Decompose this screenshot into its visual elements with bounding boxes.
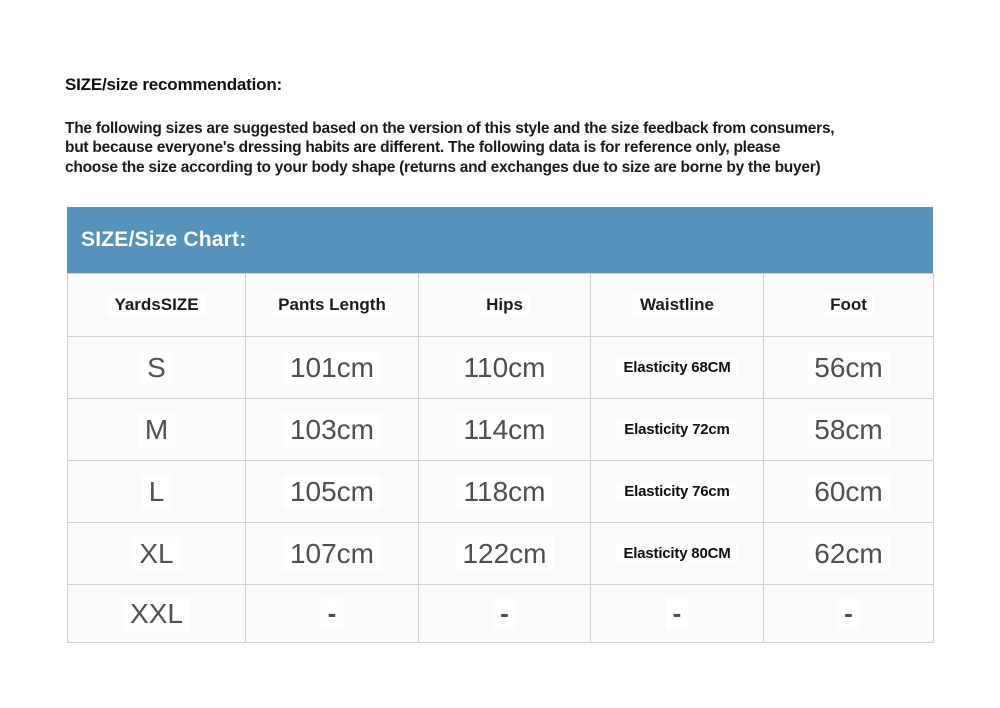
table-row-xl <box>68 523 934 585</box>
cell-hips: - <box>419 585 591 643</box>
cell-hips: 122cm <box>419 523 591 585</box>
size-chart-header <box>67 207 933 273</box>
cell-foot: 56cm <box>764 337 934 399</box>
table-row-s <box>68 337 934 399</box>
cell-hips: 114cm <box>419 399 591 461</box>
cell-waistline: Elasticity 76cm <box>591 461 764 523</box>
recommendation-line-2: but because everyone's dressing habits are different. The following data is for reference only, please <box>65 139 781 157</box>
recommendation-text <box>65 119 945 177</box>
cell-foot: 62cm <box>764 523 934 585</box>
table-row-m <box>68 399 934 461</box>
cell-foot: - <box>764 585 934 643</box>
column-header-pants-length: Pants Length <box>246 274 419 337</box>
cell-waistline: Elasticity 68CM <box>591 337 764 399</box>
cell-pants-length: 103cm <box>246 399 419 461</box>
recommendation-line-3: choose the size according to your body shape (returns and exchanges due to size are borne by the buyer) <box>65 158 821 176</box>
cell-size: S <box>68 337 246 399</box>
cell-hips: 118cm <box>419 461 591 523</box>
recommendation-heading: SIZE/size recommendation: <box>65 75 282 94</box>
cell-waistline: - <box>591 585 764 643</box>
column-header-yards-size: YardsSIZE <box>68 274 246 337</box>
table-row-l <box>68 461 934 523</box>
cell-waistline: Elasticity 80CM <box>591 523 764 585</box>
cell-foot: 58cm <box>764 399 934 461</box>
recommendation-line-1: The following sizes are suggested based on the version of this style and the size feedback from consumers, <box>65 120 835 137</box>
table-header-row <box>68 274 934 337</box>
cell-pants-length: 107cm <box>246 523 419 585</box>
cell-size: L <box>68 461 246 523</box>
cell-waistline: Elasticity 72cm <box>591 399 764 461</box>
cell-foot: 60cm <box>764 461 934 523</box>
column-header-waistline: Waistline <box>591 274 764 337</box>
cell-pants-length: 105cm <box>246 461 419 523</box>
cell-pants-length: 101cm <box>246 337 419 399</box>
cell-size: XL <box>68 523 246 585</box>
size-chart-title: SIZE/Size Chart: <box>81 228 247 251</box>
cell-size: XXL <box>68 585 246 643</box>
cell-pants-length: - <box>246 585 419 643</box>
size-chart-table <box>67 273 934 643</box>
table-row-xxl <box>68 585 934 643</box>
column-header-foot: Foot <box>764 274 934 337</box>
column-header-hips: Hips <box>419 274 591 337</box>
cell-size: M <box>68 399 246 461</box>
cell-hips: 110cm <box>419 337 591 399</box>
